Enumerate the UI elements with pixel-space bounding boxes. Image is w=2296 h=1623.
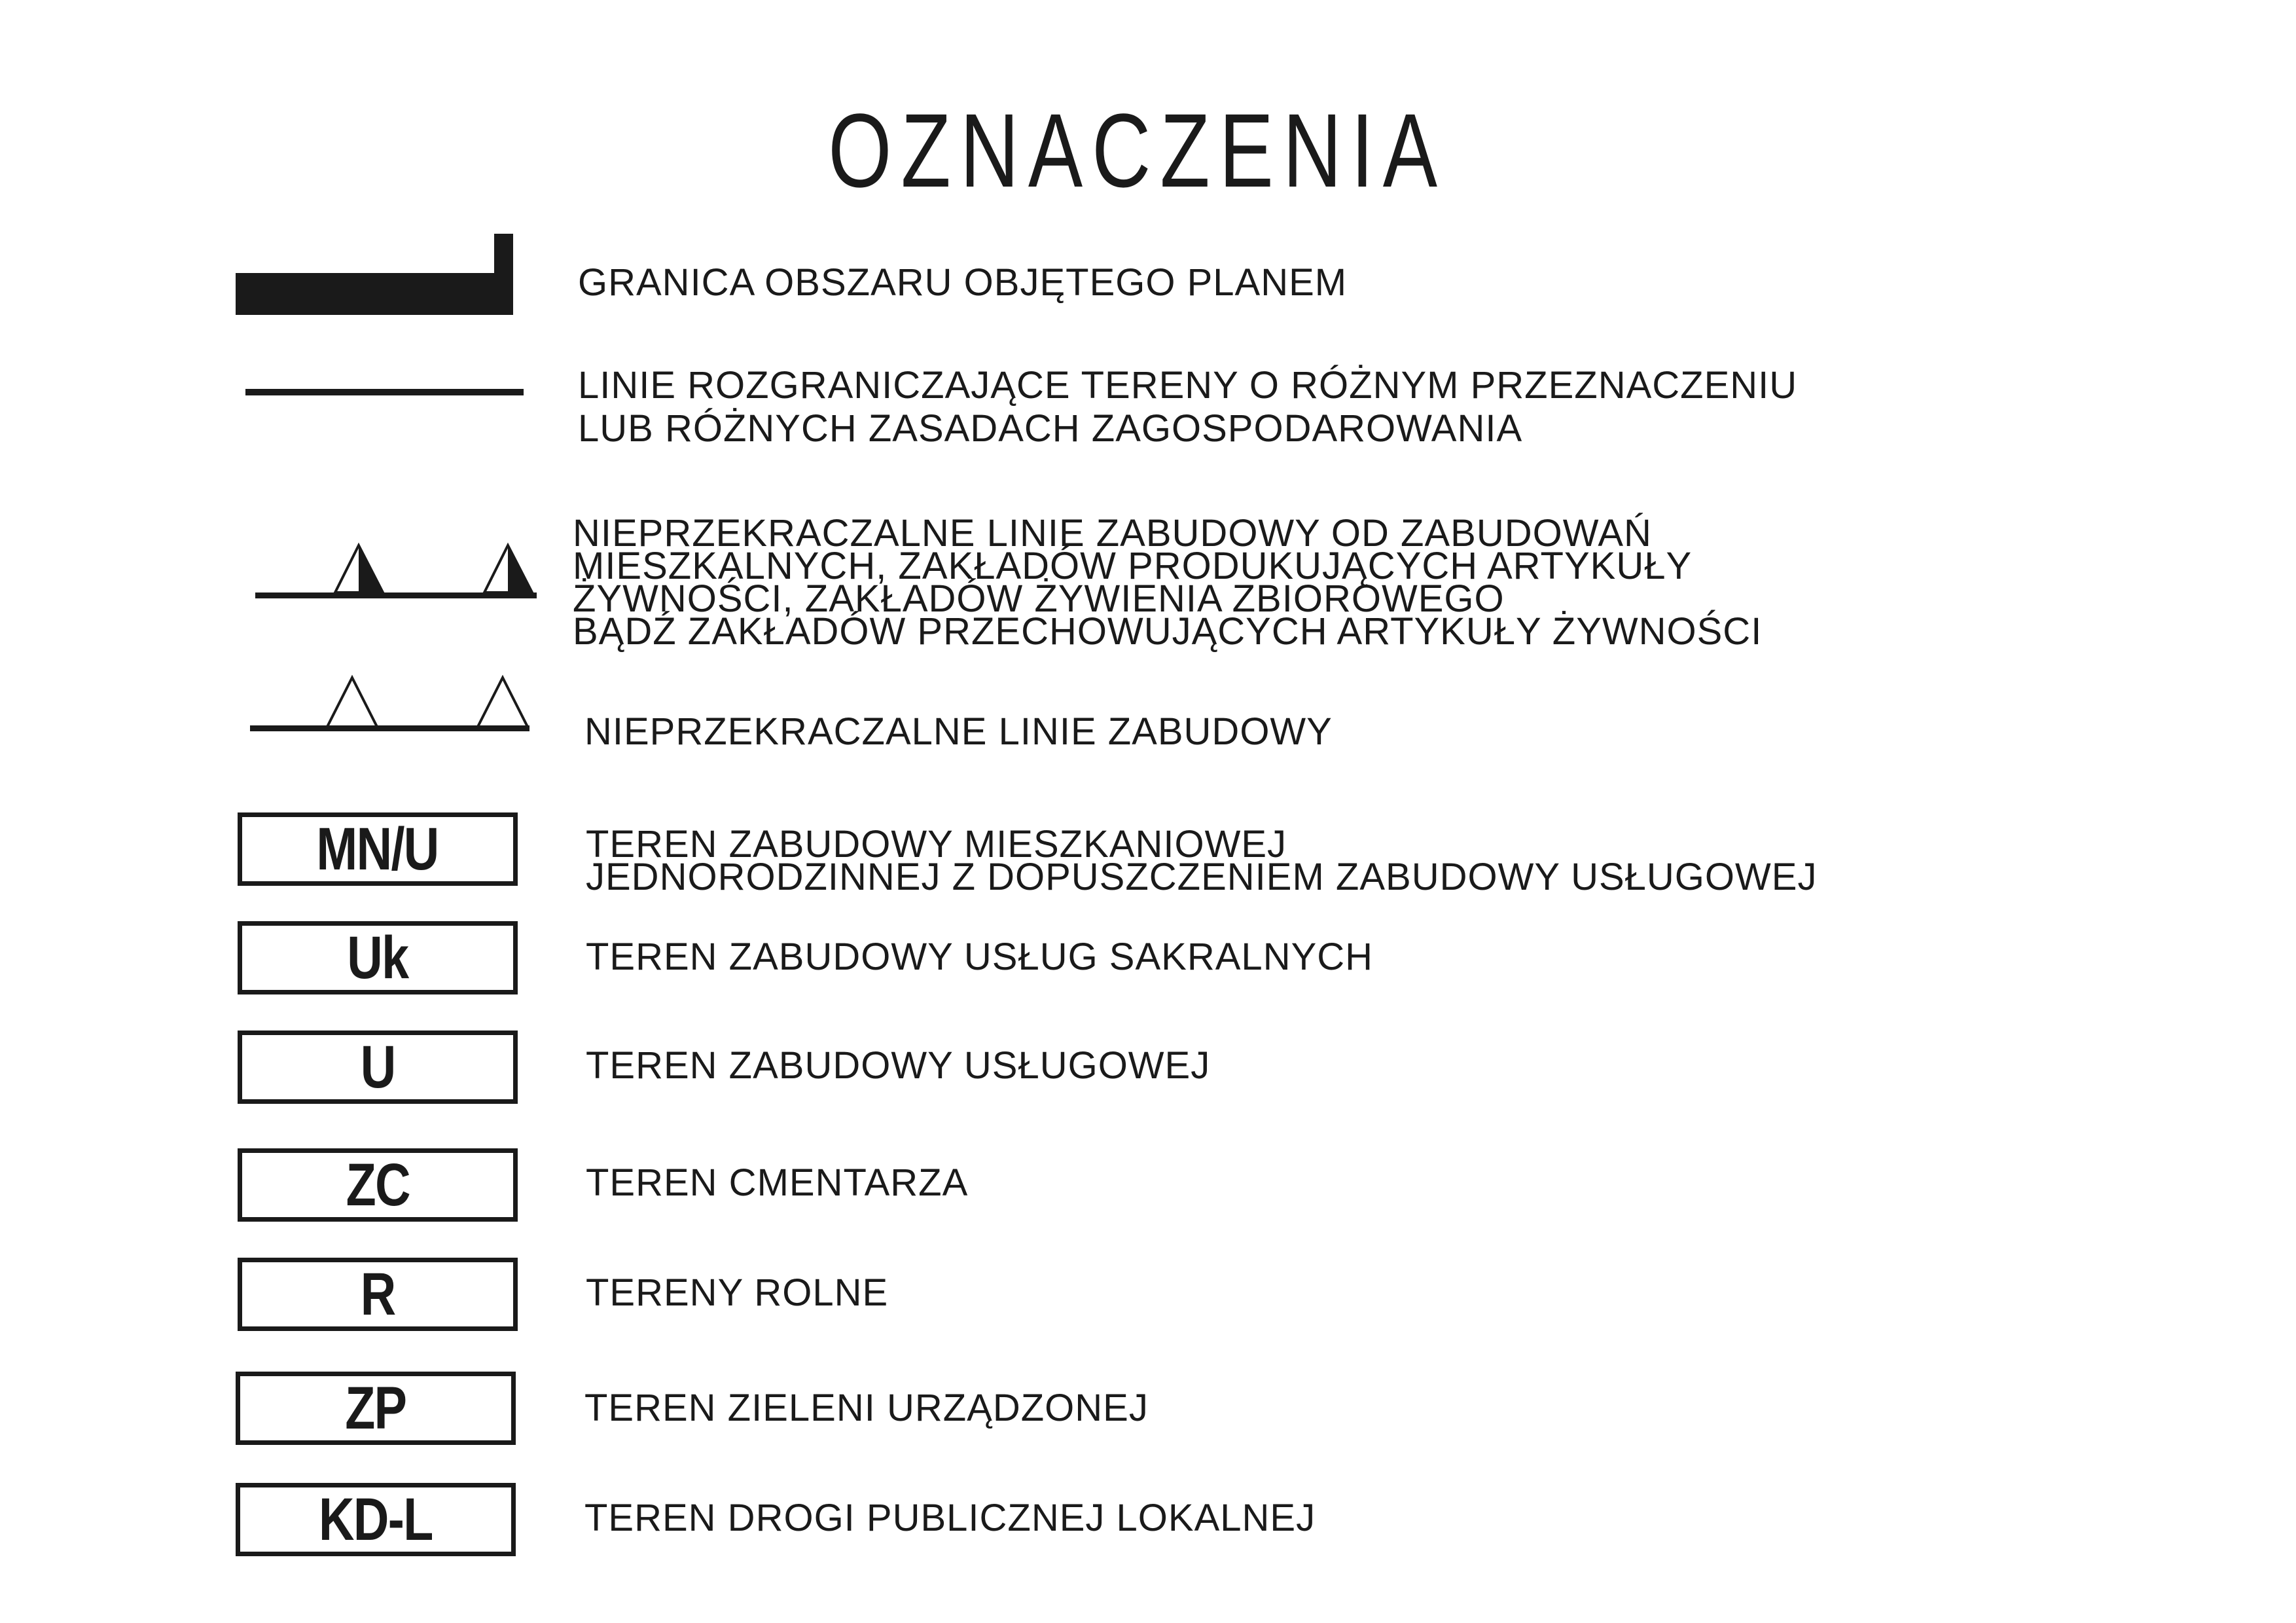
zone-code-zp: ZP: [236, 1372, 516, 1445]
zone-label-zp: TEREN ZIELENI URZĄDZONEJ: [584, 1387, 1149, 1429]
legend-label-restricted-lines-food: NIEPRZEKRACZALNE LINIE ZABUDOWY OD ZABUDOWAŃ MIESZKALNYCH, ZAKŁADÓW PRODUKUJĄCYCH ARTYKUŁY ŻYWNOŚCI, ZAKŁADÓW ŻYWIENIA ZBIOROWEGO BĄDŹ ZAKŁADÓW PRZECHOWUJĄCYCH ARTYKUŁY ŻYWNOŚCI: [573, 512, 1763, 653]
legend-label-boundary: GRANICA OBSZARU OBJĘTEGO PLANEM: [578, 261, 1348, 304]
zone-label-kd-l: TEREN DROGI PUBLICZNEJ LOKALNEJ: [584, 1497, 1316, 1539]
zone-code-u: U: [238, 1030, 518, 1104]
zone-label-zc: TEREN CMENTARZA: [586, 1161, 969, 1204]
legend-label-dividing-lines: LINIE ROZGRANICZAJĄCE TERENY O RÓŻNYM PRZEZNACZENIU LUB RÓŻNYCH ZASADACH ZAGOSPODAROWANIA: [578, 364, 1798, 450]
zone-code-zc: ZC: [238, 1148, 518, 1222]
zone-label-mn-u: TEREN ZABUDOWY MIESZKANIOWEJ JEDNORODZINNEJ Z DOPUSZCZENIEM ZABUDOWY USŁUGOWEJ: [586, 823, 1818, 898]
legend-label-restricted-lines: NIEPRZEKRACZALNE LINIE ZABUDOWY: [584, 710, 1333, 753]
zone-code-kd-l: KD-L: [236, 1483, 516, 1556]
half-filled-triangle-line-icon: [255, 540, 543, 606]
zone-label-u: TEREN ZABUDOWY USŁUGOWEJ: [586, 1044, 1211, 1087]
zone-label-r: TERENY ROLNE: [586, 1271, 889, 1314]
zone-label-uk: TEREN ZABUDOWY USŁUG SAKRALNYCH: [586, 936, 1374, 978]
page-title: OZNACZENIA: [828, 92, 1447, 209]
zone-code-r: R: [238, 1258, 518, 1331]
zone-code-mn-u: MN/U: [238, 812, 518, 886]
open-triangle-line-icon: [250, 671, 538, 737]
zone-code-uk: Uk: [238, 921, 518, 994]
dividing-line-icon: [245, 386, 527, 399]
boundary-bracket-icon: [236, 232, 517, 318]
